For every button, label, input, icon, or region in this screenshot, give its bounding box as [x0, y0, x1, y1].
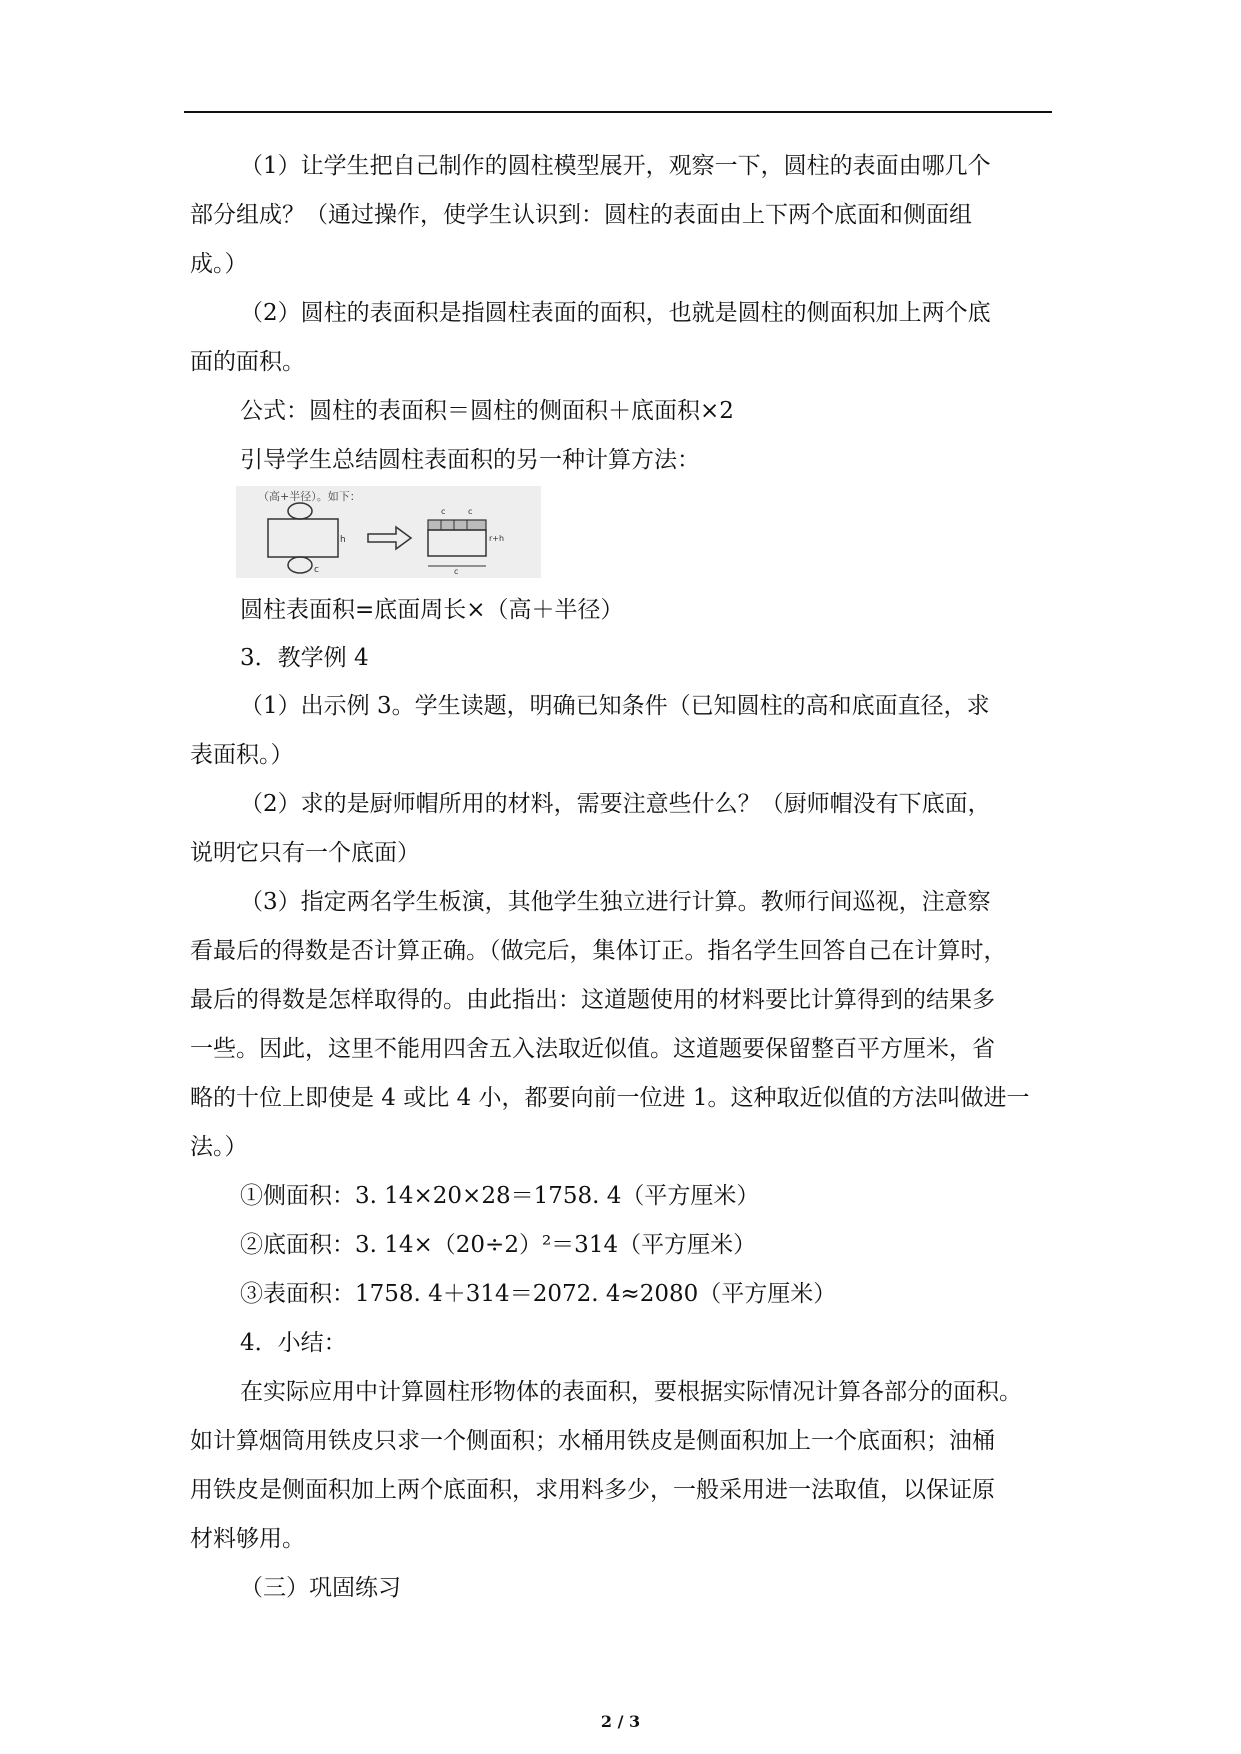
paragraph-line: （2）求的是厨师帽所用的材料，需要注意些什么？（厨师帽没有下底面，	[240, 791, 991, 817]
header-rule	[184, 111, 1052, 113]
section-heading: 4．小结：	[240, 1330, 347, 1356]
section-heading: （三）巩固练习	[240, 1575, 401, 1601]
paragraph-line: 成。）	[190, 251, 248, 277]
paragraph-line: 略的十位上即使是 4 或比 4 小，都要向前一位进 1。这种取近似值的方法叫做进一	[190, 1085, 1030, 1111]
section-heading: 3．教学例 4	[240, 645, 369, 671]
transform-arrow	[368, 527, 411, 549]
lateral-rectangle	[268, 519, 338, 557]
paragraph-line: 一些。因此，这里不能用四舍五入法取近似值。这道题要保留整百平方厘米，省	[190, 1036, 995, 1062]
page-number: 2 / 3	[600, 1712, 641, 1731]
paragraph-line: （2）圆柱的表面积是指圆柱表面的面积，也就是圆柱的侧面积加上两个底	[240, 300, 991, 326]
paragraph-line: 说明它只有一个底面）	[190, 840, 420, 866]
paragraph-line: 部分组成？（通过操作，使学生认识到：圆柱的表面由上下两个底面和侧面组	[190, 202, 972, 228]
calculation-line: ②底面积：3. 14×（20÷2）²＝314（平方厘米）	[240, 1232, 757, 1258]
paragraph-line: （1）出示例 3。学生读题，明确已知条件（已知圆柱的高和底面直径，求	[240, 693, 990, 719]
side-label: r+h	[489, 534, 505, 543]
paragraph-line: 用铁皮是侧面积加上两个底面积，求用料多少，一般采用进一法取值，以保证原	[190, 1477, 995, 1503]
paragraph-line: 最后的得数是怎样取得的。由此指出：这道题使用的材料要比计算得到的结果多	[190, 987, 995, 1013]
figure-caption: （高+半径）。如下：	[258, 490, 361, 503]
paragraph-line: 看最后的得数是否计算正确。（做完后，集体订正。指名学生回答自己在计算时，	[190, 938, 1007, 964]
paragraph-line: （1）让学生把自己制作的圆柱模型展开，观察一下，圆柱的表面由哪几个	[240, 153, 991, 179]
paragraph-line: 面的面积。	[190, 349, 305, 375]
formula-line: 公式：圆柱的表面积＝圆柱的侧面积＋底面积×2	[240, 398, 734, 424]
formula-line: 圆柱表面积=底面周长×（高＋半径）	[240, 597, 624, 623]
width-label: c	[454, 567, 459, 576]
cylinder-net-diagram	[236, 486, 541, 578]
cylinder-net-figure	[236, 486, 541, 578]
height-label: h	[340, 535, 346, 545]
paragraph-line: （3）指定两名学生板演，其他学生独立进行计算。教师行间巡视，注意察	[240, 889, 991, 915]
bottom-circle	[288, 557, 312, 573]
top-circle	[288, 503, 312, 519]
paragraph-line: 表面积。）	[190, 742, 294, 768]
segment-label: c	[468, 507, 473, 516]
paragraph-line: 在实际应用中计算圆柱形物体的表面积，要根据实际情况计算各部分的面积。	[240, 1379, 1022, 1405]
paragraph-line: 如计算烟筒用铁皮只求一个侧面积；水桶用铁皮是侧面积加上一个底面积；油桶	[190, 1428, 995, 1454]
rearranged-rectangle	[428, 530, 486, 556]
segment-label: c	[441, 507, 446, 516]
circumference-label: c	[314, 565, 319, 575]
radius-strip	[428, 520, 486, 530]
paragraph-line: 引导学生总结圆柱表面积的另一种计算方法：	[240, 447, 700, 473]
calculation-line: ③表面积：1758. 4＋314＝2072. 4≈2080（平方厘米）	[240, 1281, 837, 1307]
paragraph-line: 材料够用。	[190, 1526, 305, 1552]
calculation-line: ①侧面积：3. 14×20×28＝1758. 4（平方厘米）	[240, 1183, 760, 1209]
paragraph-line: 法。）	[190, 1134, 248, 1160]
